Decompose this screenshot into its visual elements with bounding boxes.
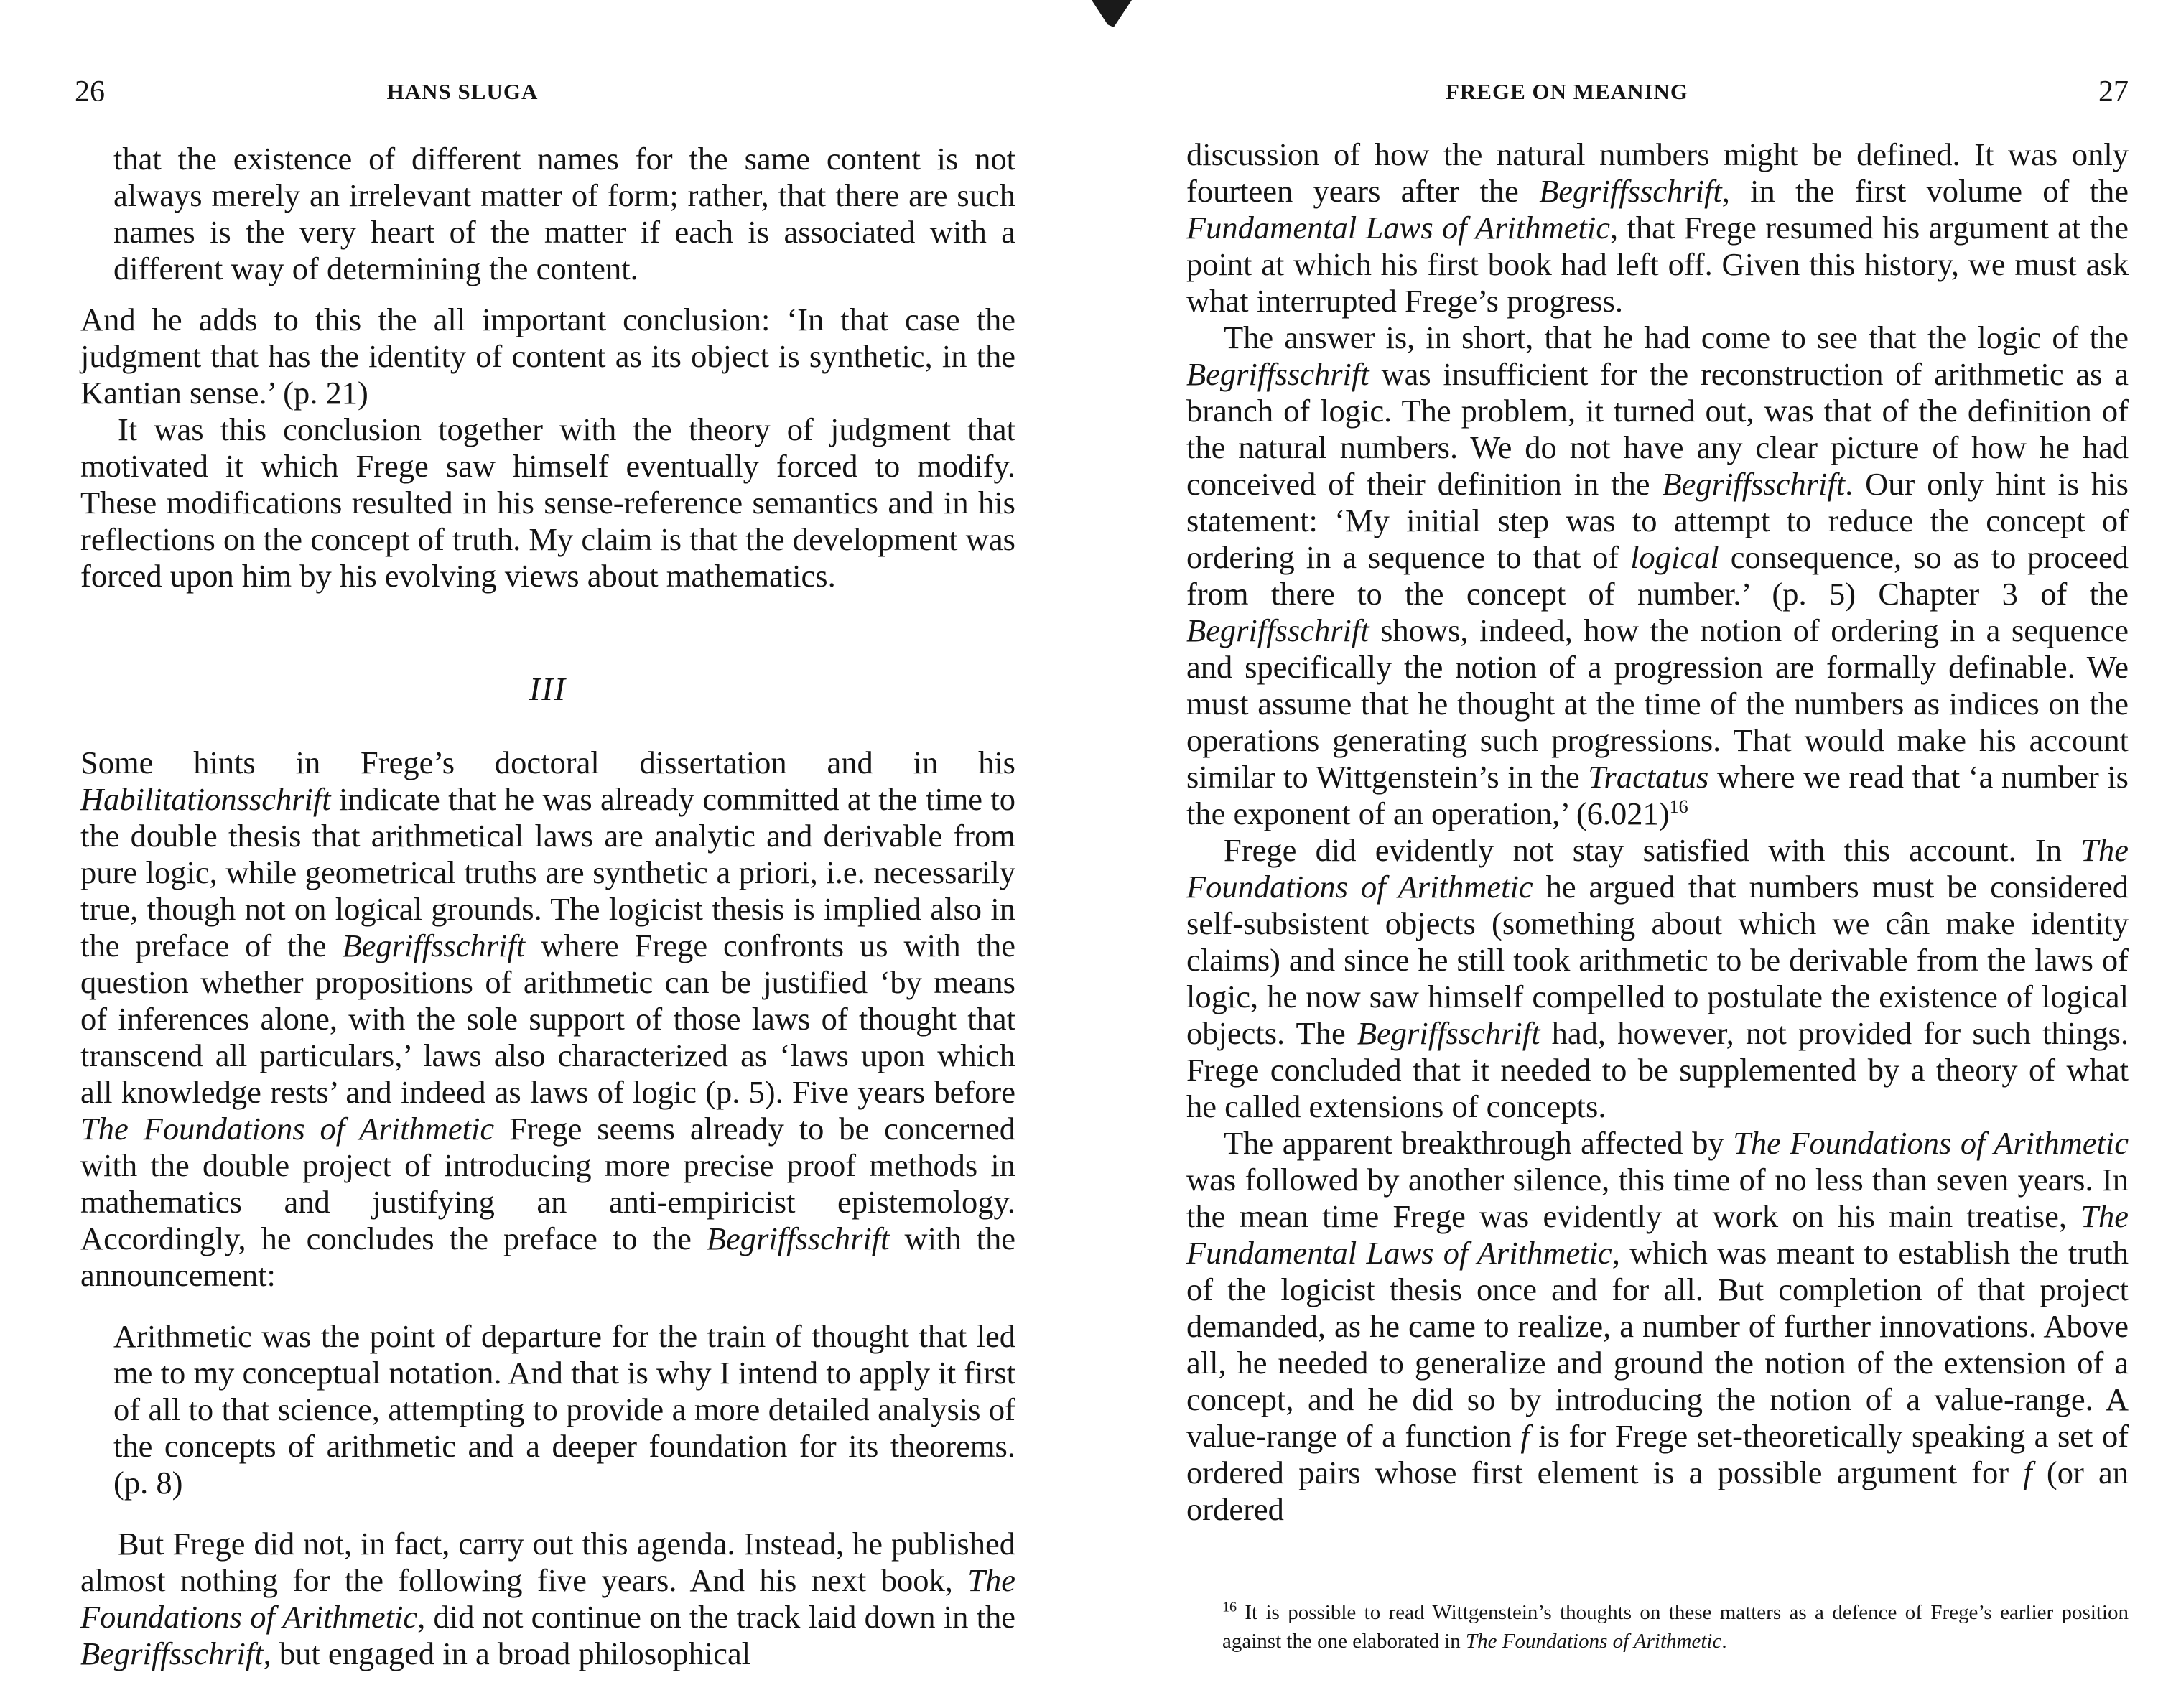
paragraph: And he adds to this the all important conclusion: ‘In that case the judgment that has the identity of content as its object is synthetic, in the Kantian sense.’ (p. 21) [80,302,1015,411]
text-run: indicate that he was already committed at the time to the double thesis that arithmetical laws are analytic and derivable from pure logic, while geometrical truths are synthetic a priori, i.e. necessarily true, though not on logical grounds. The logicist thesis is implied also in the preface of the [80,781,1015,963]
italic-title: Habilitationsschrift [80,781,331,817]
text-run: Frege seems already to be concerned with the double project of introducing more precise proof methods in mathematics and justifying an anti-empiricist epistemology. Accordingly, he concludes the preface to the [80,1111,1015,1256]
binding-mark [1092,0,1132,27]
text-run: was insufficient for the reconstruction of arithmetic as a branch of logic. The problem, it turned out, was that of the definition of the natural numbers. We do not have any clear picture of how he had conceived of their definition in the [1186,356,2129,502]
left-page-header [75,75,1030,118]
paragraph [80,745,1015,1294]
italic-title: Begriffsschrift [1186,612,1369,648]
italic-title: The Foundations of Arithmetic [1186,832,2129,905]
italic-title: The Foundations of Arithmetic [80,1111,495,1147]
italic-title: Begriffsschrift [80,1635,264,1671]
text-run: (or an ordered [1186,1455,2129,1527]
paragraph [80,1526,1015,1672]
text-run: . Our only hint is his statement: ‘My initial step was to attempt to reduce the concept of ordering in a sequence to that of [1186,466,2129,575]
text-run: where Frege confronts us with the question whether propositions of arithmetic can be justified ‘by means of inferences alone, with the sole support of those laws of thought that transcend all particulars,’ laws also characterized as ‘laws upon which all knowledge rests’ and indeed as laws of logic (p. 5). Five years before [80,928,1015,1110]
text-run: discussion of how the natural numbers might be defined. It was only fourteen years after the [1186,136,2129,209]
italic-title: Begriffsschrift [342,928,526,963]
running-head: HANS SLUGA [386,79,539,104]
footnote-marker[interactable]: 16 [1669,796,1688,818]
right-page-body [1186,136,2129,1528]
text-run: , which was meant to establish the truth of the logicist thesis once and for all. But completion of that project demanded, as he came to realize, a number of further innovations. Above all, he needed to generalize and ground the notion of the extension of a concept, and he did so by introducing the notion of a value-range. A value-range of a function [1186,1235,2129,1454]
page-number: 26 [75,75,105,108]
italic-title: Begriffsschrift [1357,1015,1540,1051]
text-run: But Frege did not, in fact, carry out this agenda. Instead, he published almost nothing for the following five years. And his next book, [80,1526,1015,1598]
italic-title: Begriffsschrift [706,1221,890,1256]
block-quote: Arithmetic was the point of departure for the train of thought that led me to my conceptual notation. And that is why I intend to apply it first of all to that science, attempting to provide a more detailed analysis of the concepts of arithmetic and a deeper foundation for its theorems. (p. 8) [113,1318,1015,1501]
text-run: had, however, not provided for such things. Frege concluded that it needed to be supplemented by a theory of what he called extensions of concepts. [1186,1015,2129,1124]
math-variable: f [2023,1455,2032,1490]
italic-title: The Foundations of Arithmetic [1733,1125,2129,1161]
italic-title: The Foundations of Arithmetic [80,1562,1015,1635]
text-run: is for Frege set-theoretically speaking a set of ordered pairs whose first element is a possible argument for [1186,1418,2129,1490]
italic-title: Begriffsschrift [1186,356,1369,392]
text-run: , in the first volume of the [1721,173,2129,209]
text-run: was followed by another silence, this time of no less than seven years. In the mean time Frege was evidently at work on his main treatise, [1186,1162,2129,1234]
italic-title: Fundamental Laws of Arithmetic [1186,210,1610,246]
text-run: with the announcement: [80,1221,1016,1293]
italic-title: Begriffsschrift [1539,173,1722,209]
text-run: . [1721,1630,1727,1653]
italic-word: logical [1630,539,1719,575]
text-run: , that Frege resumed his argument at the point at which his first book had left off. Given this history, we must ask what interrupted Frege’s progress. [1186,210,2129,319]
text-run: , but engaged in a broad philosophical [263,1635,751,1671]
paragraph [1186,136,2129,319]
right-page [1149,0,2181,1708]
right-page-header [1186,75,2129,118]
footnote [1222,1598,2129,1656]
math-variable: f [1520,1418,1530,1454]
text-run: It is possible to read Wittgenstein’s thoughts on these matters as a defence of Frege’s earlier position against the one elaborated in [1222,1601,2129,1653]
text-run: shows, indeed, how the notion of ordering in a sequence and specifically the notion of a progression are formally definable. We must assume that he thought at the time of the numbers as indices on the operations generating such progressions. That would make his account similar to Wittgenstein’s in the [1186,612,2129,795]
italic-title: The Fundamental Laws of Arithmetic [1186,1198,2129,1271]
footnote-number: 16 [1222,1599,1237,1615]
paragraph [1186,832,2129,1125]
left-page-body [80,141,1015,1672]
section-heading: III [529,671,567,707]
block-quote: that the existence of different names for the same content is not always merely an irrelevant matter of form; rather, that there are such names is the very heart of the matter if each is associated with a different way of determining the content. [113,141,1015,286]
running-head: FREGE ON MEANING [1445,79,1689,104]
text-run: where we read that ‘a number is the exponent of an operation,’ (6.021) [1186,759,2129,831]
text-run: The apparent breakthrough affected by [1224,1125,1734,1161]
text-run: Some hints in Frege’s doctoral dissertation and in his [80,745,1015,780]
text-run: Frege did evidently not stay satisfied with this account. In [1224,832,2081,868]
text-run: consequence, so as to proceed from there to the concept of number.’ (p. 5) Chapter 3 of the [1186,539,2129,612]
text-run: he argued that numbers must be considered self-subsistent objects (something about which we cân make identity claims) and since he still took arithmetic to be derivable from the laws of logic, he now saw himself compelled to postulate the existence of logical objects. The [1186,869,2129,1051]
page-number: 27 [2098,75,2129,108]
italic-title: Tractatus [1588,759,1709,795]
left-page [0,0,1063,1708]
paragraph [1186,319,2129,832]
paragraph: It was this conclusion together with the theory of judgment that motivated it which Frege saw himself eventually forced to modify. These modifications resulted in his sense-reference semantics and in his reflections on the concept of truth. My claim is that the development was forced upon him by his evolving views about mathematics. [80,411,1015,594]
text-run: The answer is, in short, that he had come to see that the logic of the [1224,319,2129,355]
italic-title: The Foundations of Arithmetic [1466,1630,1722,1653]
text-run: , did not continue on the track laid down in the [417,1599,1015,1635]
italic-title: Begriffsschrift [1662,466,1846,502]
paragraph [1186,1125,2129,1528]
